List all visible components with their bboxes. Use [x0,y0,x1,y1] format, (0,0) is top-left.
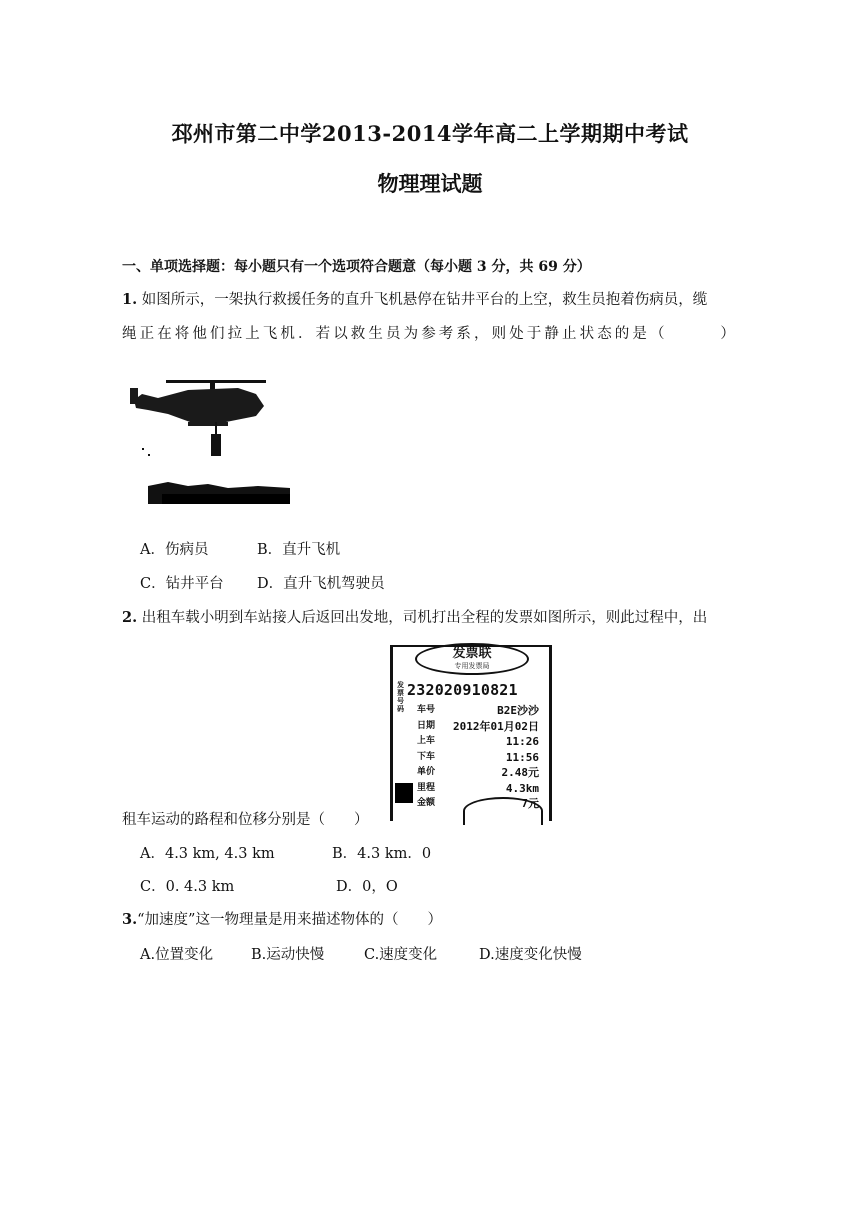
platform-base [162,494,290,504]
question-2-option-b: B．4.3 km．0 [332,846,432,862]
section-heading: 一、单项选择题：每小题只有一个选项符合题意（每小题 3 分，共 69 分） [122,259,591,275]
question-1-option-a: A．伤病员 [140,542,209,558]
rotor-mast [210,380,215,390]
question-3-option-a: A.位置变化 [140,947,214,963]
question-2-option-a: A．4.3 km, 4.3 km [140,846,275,862]
receipt-row-value: 4.3km [505,781,539,795]
receipt-row [393,765,549,781]
question-1-text-2: 绳正在将他们拉上飞机．若以救生员为参考系，则处于静止状态的是（ ） [122,326,738,342]
question-1-option-b: B．直升飞机 [257,542,341,558]
receipt-row-label: 金额 [417,798,436,808]
receipt-row-label: 车号 [417,705,436,715]
question-1-number: 1. [122,291,138,308]
receipt-black-mark [395,783,413,803]
page-subtitle: 物理理试题 [377,171,483,196]
question-2-line-1 [122,608,707,628]
question-3-option-d: D.速度变化快慢 [479,947,582,963]
receipt-row-label: 上车 [417,736,436,746]
receipt-row-value: 11:26 [505,735,539,748]
question-1-line-1 [122,290,707,310]
taxi-receipt [390,645,552,821]
question-3-option-b: B.运动快慢 [251,947,325,963]
tail-fin [130,388,138,404]
receipt-number: 232020910821 [407,681,518,699]
receipt-row-label: 日期 [417,720,436,731]
receipt-bottom-stamp [463,797,543,825]
receipt-stamp [415,643,529,675]
rescuers [211,434,221,456]
receipt-row [393,781,549,797]
question-1-text-1: 如图所示，一架执行救援任务的直升飞机悬停在钻井平台的上空，救生员抱着伤病员，缆 [141,292,708,308]
receipt-row-value: B2E沙沙 [497,704,539,717]
receipt-row [393,734,549,750]
question-3-number: 3. [122,911,138,928]
page-title: 邳州市第二中学2013-2014学年高二上学期期中考试 [171,121,689,146]
question-3-text: “加速度”这一物理量是用来描述物体的（ ） [137,912,442,928]
question-1-option-d: D．直升飞机驾驶员 [257,576,385,592]
question-2-text-1: 出租车载小明到车站接人后返回出发地，司机打出全程的发票如图所示，则此过程中，出 [141,610,708,626]
receipt-row-value: 7元 [521,797,539,810]
receipt-row [393,750,549,766]
rotor-blade [166,380,266,383]
question-2-option-d: D．0，O [336,879,398,895]
question-2-number: 2. [122,609,138,626]
question-3-option-c: C.速度变化 [364,947,438,963]
landing-gear [188,422,228,426]
receipt-row-label: 下车 [417,751,436,762]
receipt-header: 发票联 [452,646,492,661]
receipt-row-value: 11:56 [505,750,539,764]
helicopter-figure [128,366,298,511]
receipt-side-label: 发票号码 [397,681,404,713]
question-1-option-c: C．钻井平台 [140,576,224,592]
receipt-row-label: 里程 [417,782,436,793]
speck [148,454,150,456]
question-2-text-2: 租车运动的路程和位移分别是（ ） [122,812,369,828]
question-2-option-c: C．0. 4.3 km [140,879,235,895]
receipt-stamp-text: 专用发票局 [454,662,490,670]
receipt-row [393,703,549,719]
receipt-row-label: 单价 [417,767,436,777]
speck [142,448,144,450]
receipt-row-value: 2012年01月02日 [453,719,539,733]
receipt-row-value: 2.48元 [501,766,539,779]
receipt-rows [393,703,549,812]
question-3-line [122,910,442,930]
helicopter-body [134,388,264,422]
receipt-row [393,719,549,735]
